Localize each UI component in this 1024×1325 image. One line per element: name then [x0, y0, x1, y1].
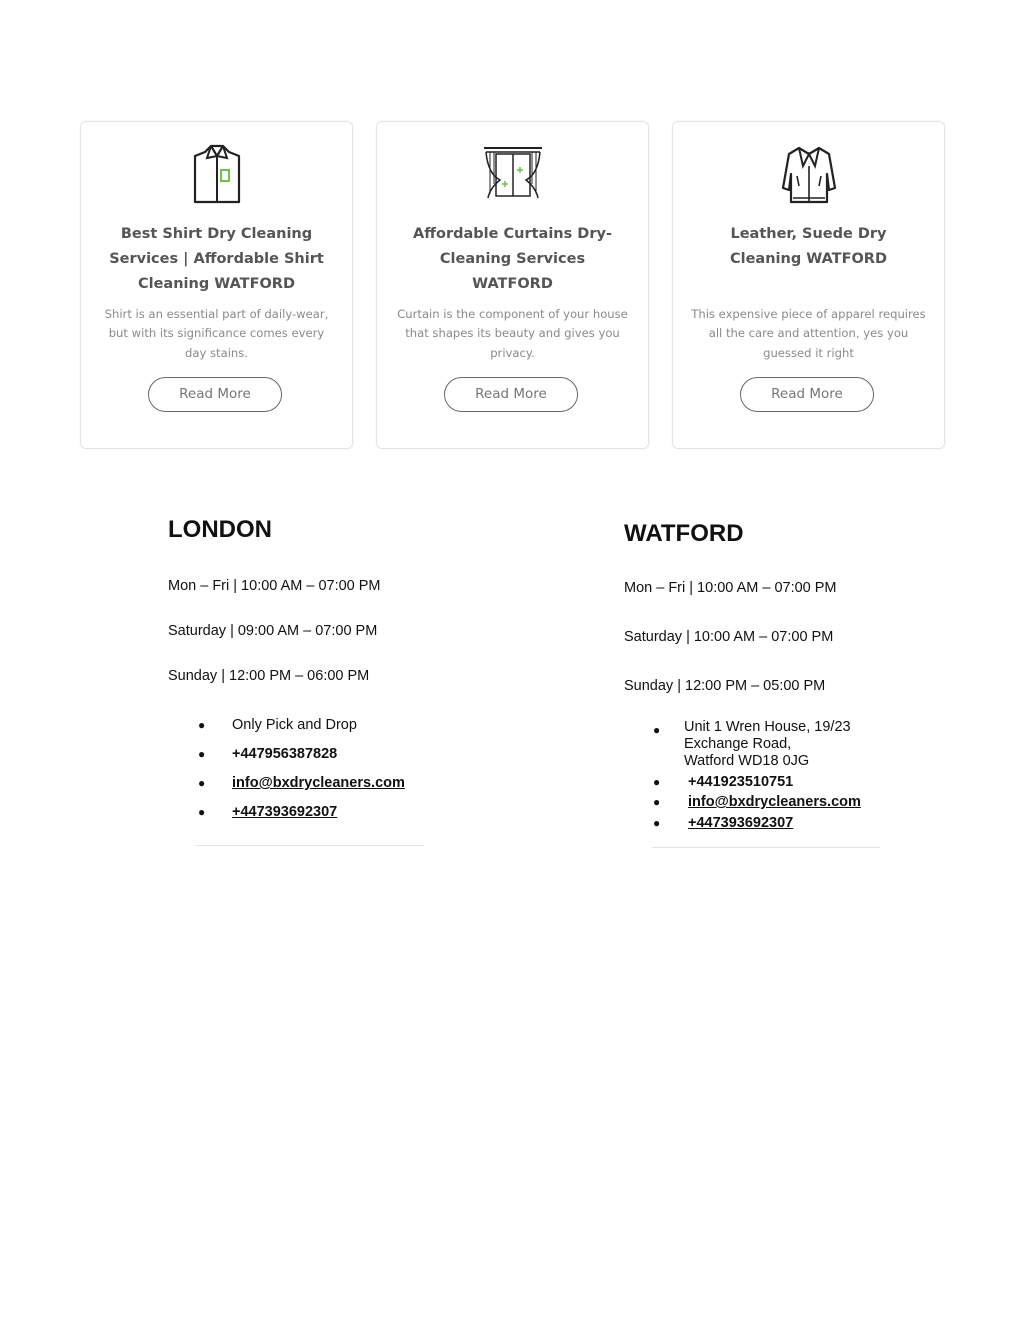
card-title: Best Shirt Dry Cleaning Services | Affordable Shirt Cleaning WATFORD — [109, 226, 324, 292]
card-title: Affordable Curtains Dry-Cleaning Services WATFORD — [413, 226, 612, 292]
whatsapp-link[interactable]: +447393692307 — [232, 804, 338, 820]
bullet-icon: ● — [653, 816, 661, 830]
card-description: Curtain is the component of your house that shapes its beauty and gives you privacy. — [397, 307, 628, 360]
phone-number[interactable]: +447956387828 — [232, 746, 338, 762]
service-card-curtains — [376, 121, 649, 449]
bullet-icon: ● — [198, 747, 206, 761]
read-more-button[interactable]: Read More — [740, 377, 874, 412]
bullet-icon: ● — [653, 795, 661, 809]
email-link[interactable]: info@bxdrycleaners.com — [232, 775, 405, 791]
bullet-icon: ● — [198, 776, 206, 790]
card-description: Shirt is an essential part of daily-wear, but with its significance comes every day stains. — [104, 307, 329, 360]
bullet-icon: ● — [653, 723, 661, 737]
location-watford — [624, 520, 924, 860]
location-london — [168, 516, 468, 856]
service-cards — [80, 121, 946, 449]
location-heading: WATFORD — [624, 520, 744, 547]
address-line: Watford WD18 0JG — [684, 753, 810, 769]
bullet-icon: ● — [198, 805, 206, 819]
address-line: Exchange Road, — [684, 736, 792, 752]
location-heading: LONDON — [168, 516, 272, 543]
read-more-button[interactable]: Read More — [148, 377, 282, 412]
hours-saturday: Saturday | 10:00 AM – 07:00 PM — [624, 629, 834, 645]
address-line: Unit 1 Wren House, 19/23 — [684, 719, 851, 735]
divider — [196, 845, 424, 846]
bullet-icon: ● — [653, 775, 661, 789]
card-title: Leather, Suede Dry Cleaning WATFORD — [729, 226, 888, 267]
leather-jacket-icon — [673, 144, 944, 206]
bullet-icon: ● — [198, 718, 206, 732]
hours-sunday: Sunday | 12:00 PM – 05:00 PM — [624, 678, 826, 694]
read-more-button[interactable]: Read More — [444, 377, 578, 412]
divider — [652, 847, 880, 848]
phone-number[interactable]: +441923510751 — [688, 774, 794, 790]
shirt-icon — [81, 144, 352, 206]
card-description: This expensive piece of apparel requires all the care and attention, yes you guessed it right — [691, 307, 926, 360]
hours-saturday: Saturday | 09:00 AM – 07:00 PM — [168, 623, 378, 639]
email-link[interactable]: info@bxdrycleaners.com — [688, 794, 861, 810]
hours-sunday: Sunday | 12:00 PM – 06:00 PM — [168, 668, 370, 684]
hours-weekday: Mon – Fri | 10:00 AM – 07:00 PM — [624, 580, 837, 596]
service-card-shirt — [80, 121, 353, 449]
address — [684, 719, 851, 770]
whatsapp-link[interactable]: +447393692307 — [688, 815, 794, 831]
service-card-leather — [672, 121, 945, 449]
hours-weekday: Mon – Fri | 10:00 AM – 07:00 PM — [168, 578, 381, 594]
curtains-icon — [377, 144, 648, 206]
service-note: Only Pick and Drop — [232, 717, 357, 733]
